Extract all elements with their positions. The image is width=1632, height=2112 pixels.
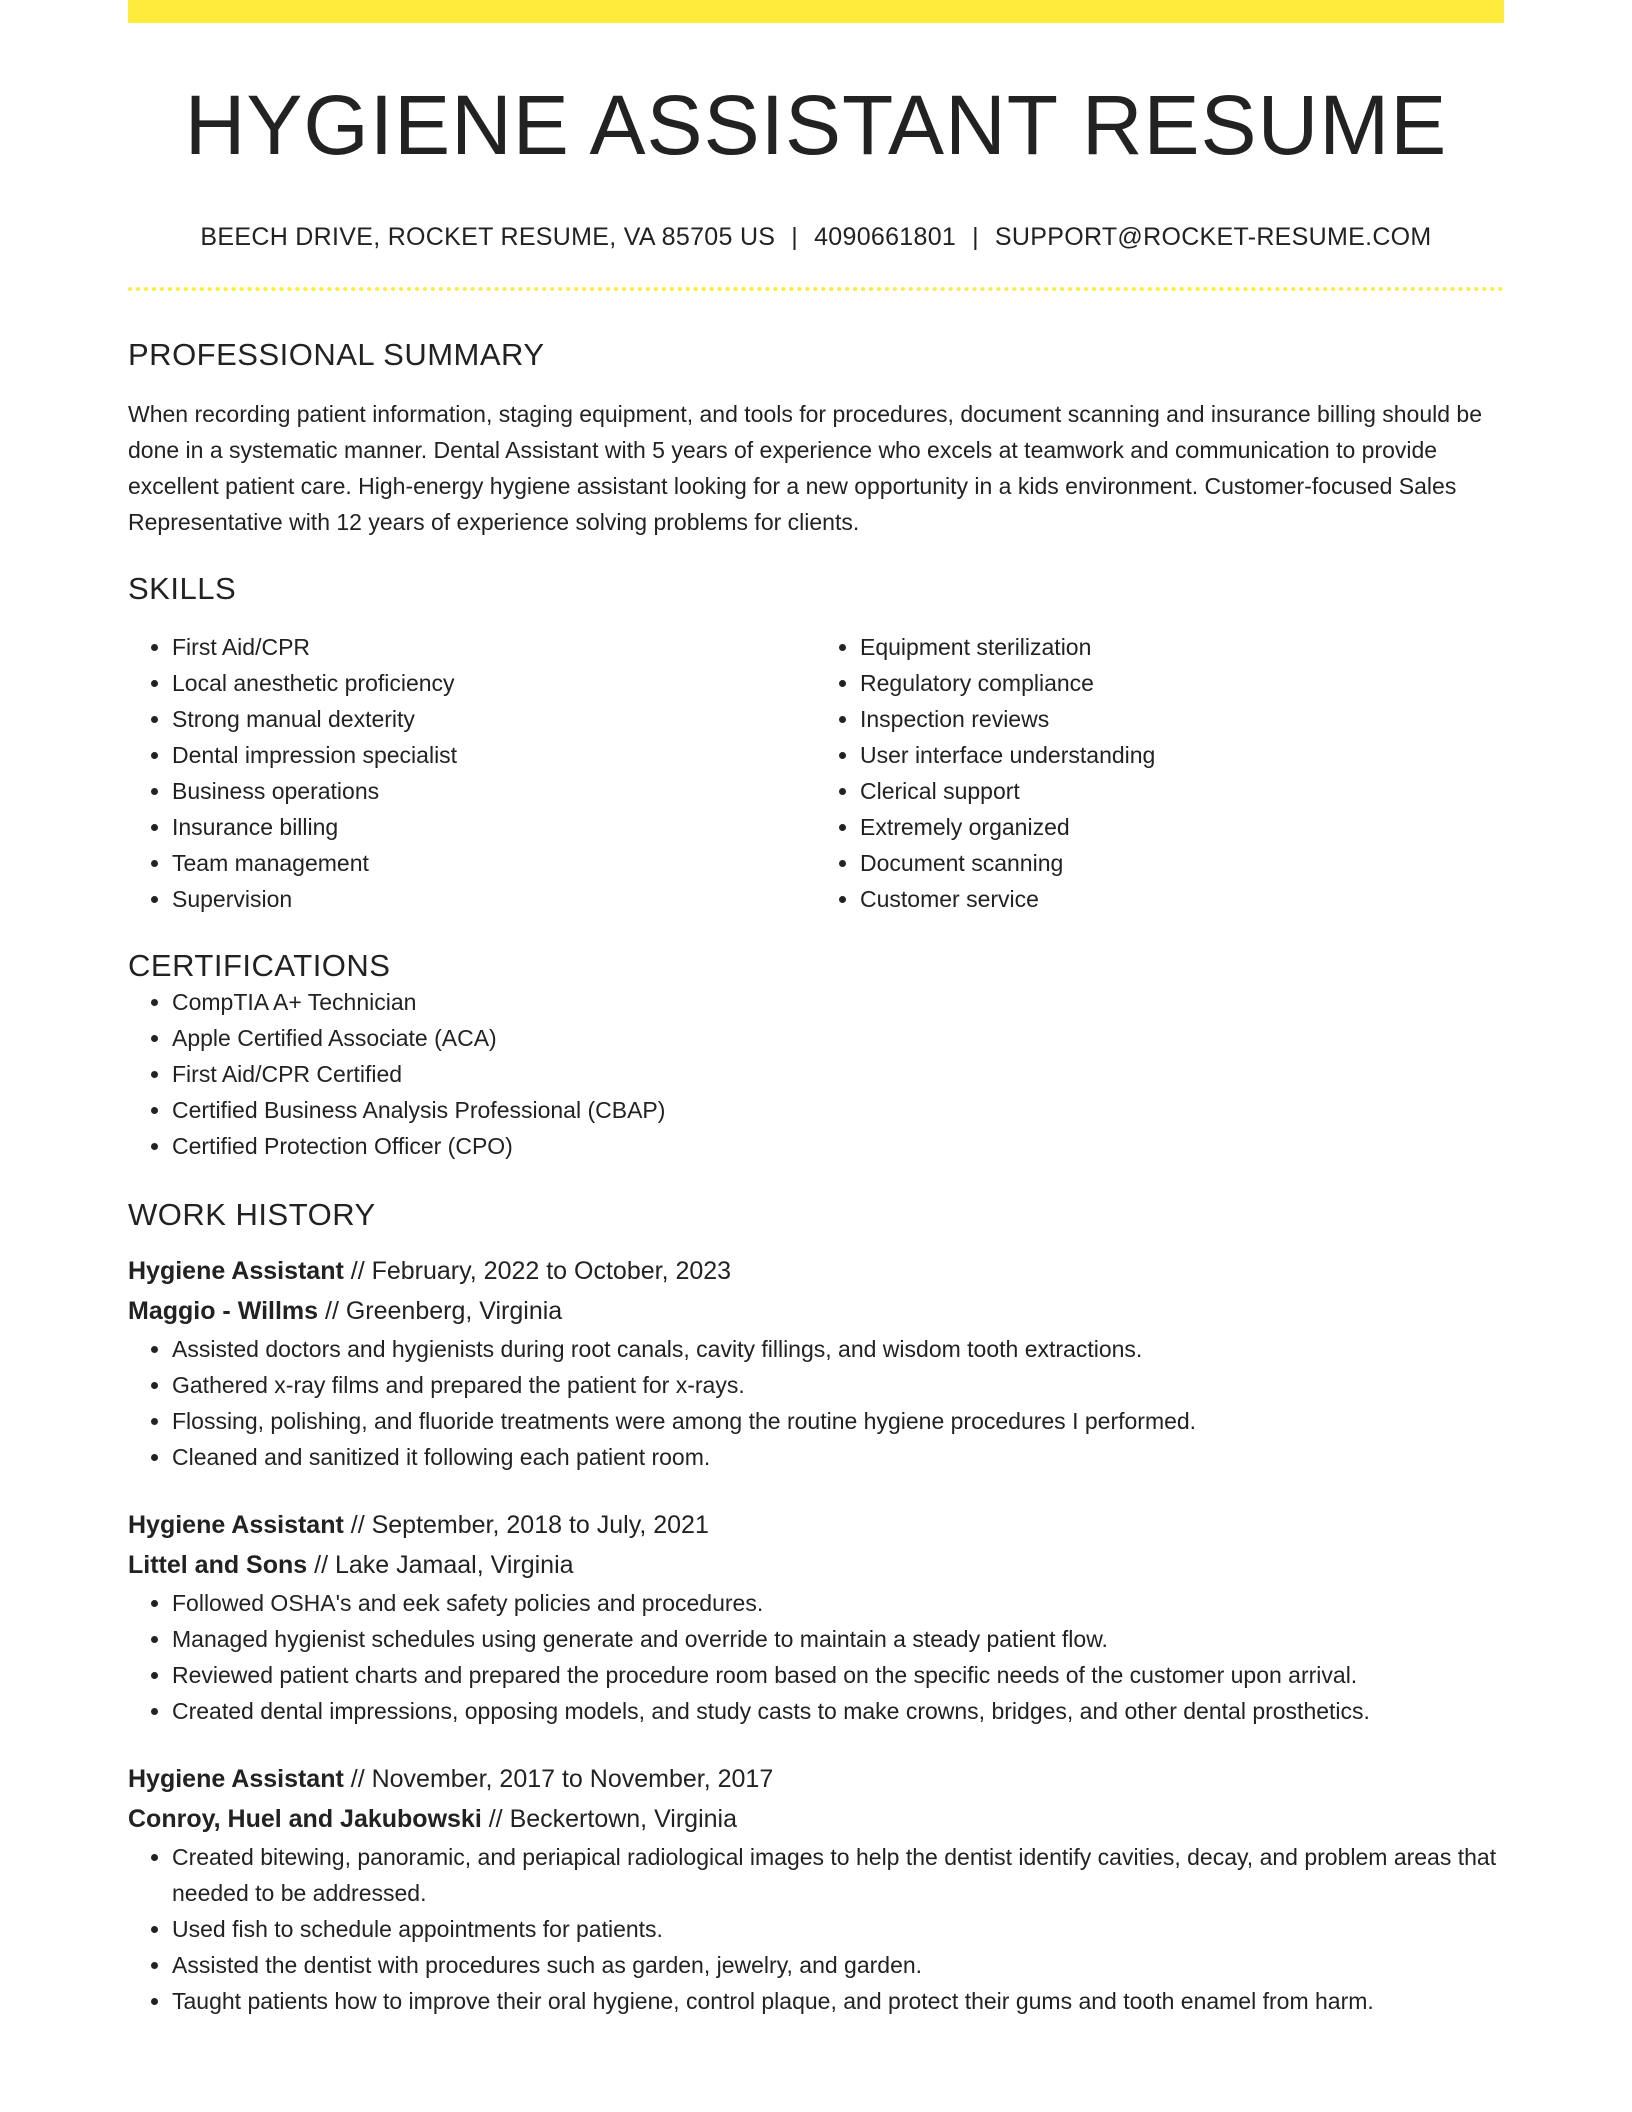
dotted-divider [128, 287, 1504, 291]
skills-right-list [816, 629, 1504, 917]
work-history-heading: WORK HISTORY [128, 1196, 376, 1232]
job-role: Hygiene Assistant [128, 1257, 344, 1286]
skills-left-list [128, 629, 816, 917]
job-role-line [128, 1759, 1504, 1799]
job-duty: • Used fish to schedule appointments for patients. [172, 1911, 1504, 1947]
skill-item: • Supervision [172, 881, 816, 917]
skill-item: • Clerical support [860, 773, 1504, 809]
job-duty: • Followed OSHA's and eek safety policies and procedures. [172, 1585, 1504, 1621]
job-duty: • Gathered x-ray films and prepared the patient for x-rays. [172, 1367, 1504, 1403]
skill-item: • Customer service [860, 881, 1504, 917]
job-location: // Lake Jamaal, Virginia [307, 1551, 574, 1580]
certifications-heading: CERTIFICATIONS [128, 947, 391, 983]
resume-page [128, 0, 1504, 2019]
job-duty: • Assisted the dentist with procedures such as garden, jewelry, and garden. [172, 1947, 1504, 1983]
job-company-line [128, 1291, 1504, 1331]
job-duties-list [128, 1839, 1504, 2019]
skill-item: • Document scanning [860, 845, 1504, 881]
job-entry [128, 1505, 1504, 1729]
job-role: Hygiene Assistant [128, 1511, 344, 1540]
contact-address: BEECH DRIVE, ROCKET RESUME, VA 85705 US [200, 223, 776, 252]
contact-line [128, 223, 1504, 252]
skill-item: • Strong manual dexterity [172, 701, 816, 737]
accent-bar [128, 0, 1504, 23]
job-duty: • Created dental impressions, opposing models, and study casts to make crowns, bridges, and other dental prosthetics. [172, 1693, 1504, 1729]
job-company: Maggio - Willms [128, 1297, 319, 1326]
skill-item: • First Aid/CPR [172, 629, 816, 665]
summary-text: When recording patient information, staging equipment, and tools for procedures, document scanning and insurance billing should be done in a systematic manner. Dental Assistant with 5 years of experience who excels at teamwork and communication to provide excellent patient care. High-energy hygiene assistant looking for a new opportunity in a kids environment. Customer-focused Sales Representative with 12 years of experience solving problems for clients. [128, 400, 1483, 535]
summary-heading: PROFESSIONAL SUMMARY [128, 337, 545, 373]
job-role: Hygiene Assistant [128, 1765, 344, 1794]
skill-item: • Regulatory compliance [860, 665, 1504, 701]
job-duties-list [128, 1331, 1504, 1475]
job-role-line [128, 1505, 1504, 1545]
contact-phone: 4090661801 [814, 223, 957, 252]
job-location: // Greenberg, Virginia [318, 1297, 563, 1326]
resume-title: HYGIENE ASSISTANT RESUME [184, 78, 1448, 172]
job-duty: • Managed hygienist schedules using generate and override to maintain a steady patient flow. [172, 1621, 1504, 1657]
job-company: Conroy, Huel and Jakubowski [128, 1805, 482, 1834]
job-duties-list [128, 1585, 1504, 1729]
skill-item: • Insurance billing [172, 809, 816, 845]
job-dates: // November, 2017 to November, 2017 [343, 1765, 774, 1794]
job-duty: • Reviewed patient charts and prepared the procedure room based on the specific needs of the customer upon arrival. [172, 1657, 1504, 1693]
contact-separator: | [791, 223, 799, 252]
certification-item: • CompTIA A+ Technician [172, 984, 1504, 1020]
job-dates: // February, 2022 to October, 2023 [343, 1257, 732, 1286]
certification-item: • Certified Business Analysis Professional (CBAP) [172, 1092, 1504, 1128]
skills-heading: SKILLS [128, 570, 237, 606]
skill-item: • Inspection reviews [860, 701, 1504, 737]
skill-item: • Business operations [172, 773, 816, 809]
job-duty: • Taught patients how to improve their oral hygiene, control plaque, and protect their gums and tooth enamel from harm. [172, 1983, 1504, 2019]
job-duty: • Assisted doctors and hygienists during root canals, cavity fillings, and wisdom tooth extractions. [172, 1331, 1504, 1367]
skill-item: • Local anesthetic proficiency [172, 665, 816, 701]
job-location: // Beckertown, Virginia [481, 1805, 737, 1834]
job-entry [128, 1251, 1504, 1475]
job-entry [128, 1759, 1504, 2019]
job-company: Littel and Sons [128, 1551, 308, 1580]
skill-item: • User interface understanding [860, 737, 1504, 773]
contact-separator: | [972, 223, 979, 252]
job-company-line [128, 1799, 1504, 1839]
job-company-line [128, 1545, 1504, 1585]
job-duty: • Flossing, polishing, and fluoride treatments were among the routine hygiene procedures I performed. [172, 1403, 1504, 1439]
skill-item: • Dental impression specialist [172, 737, 816, 773]
skill-item: • Extremely organized [860, 809, 1504, 845]
job-duty: • Cleaned and sanitized it following each patient room. [172, 1439, 1504, 1475]
certifications-list [128, 984, 1504, 1164]
skills-grid [128, 629, 1504, 917]
certification-item: • First Aid/CPR Certified [172, 1056, 1504, 1092]
certification-item: • Apple Certified Associate (ACA) [172, 1020, 1504, 1056]
job-duty: • Created bitewing, panoramic, and periapical radiological images to help the dentist identify cavities, decay, and problem areas that needed to be addressed. [172, 1839, 1504, 1911]
skill-item: • Equipment sterilization [860, 629, 1504, 665]
certification-item: • Certified Protection Officer (CPO) [172, 1128, 1504, 1164]
skill-item: • Team management [172, 845, 816, 881]
contact-email: SUPPORT@ROCKET-RESUME.COM [994, 223, 1432, 252]
job-role-line [128, 1251, 1504, 1291]
job-dates: // September, 2018 to July, 2021 [343, 1511, 709, 1540]
